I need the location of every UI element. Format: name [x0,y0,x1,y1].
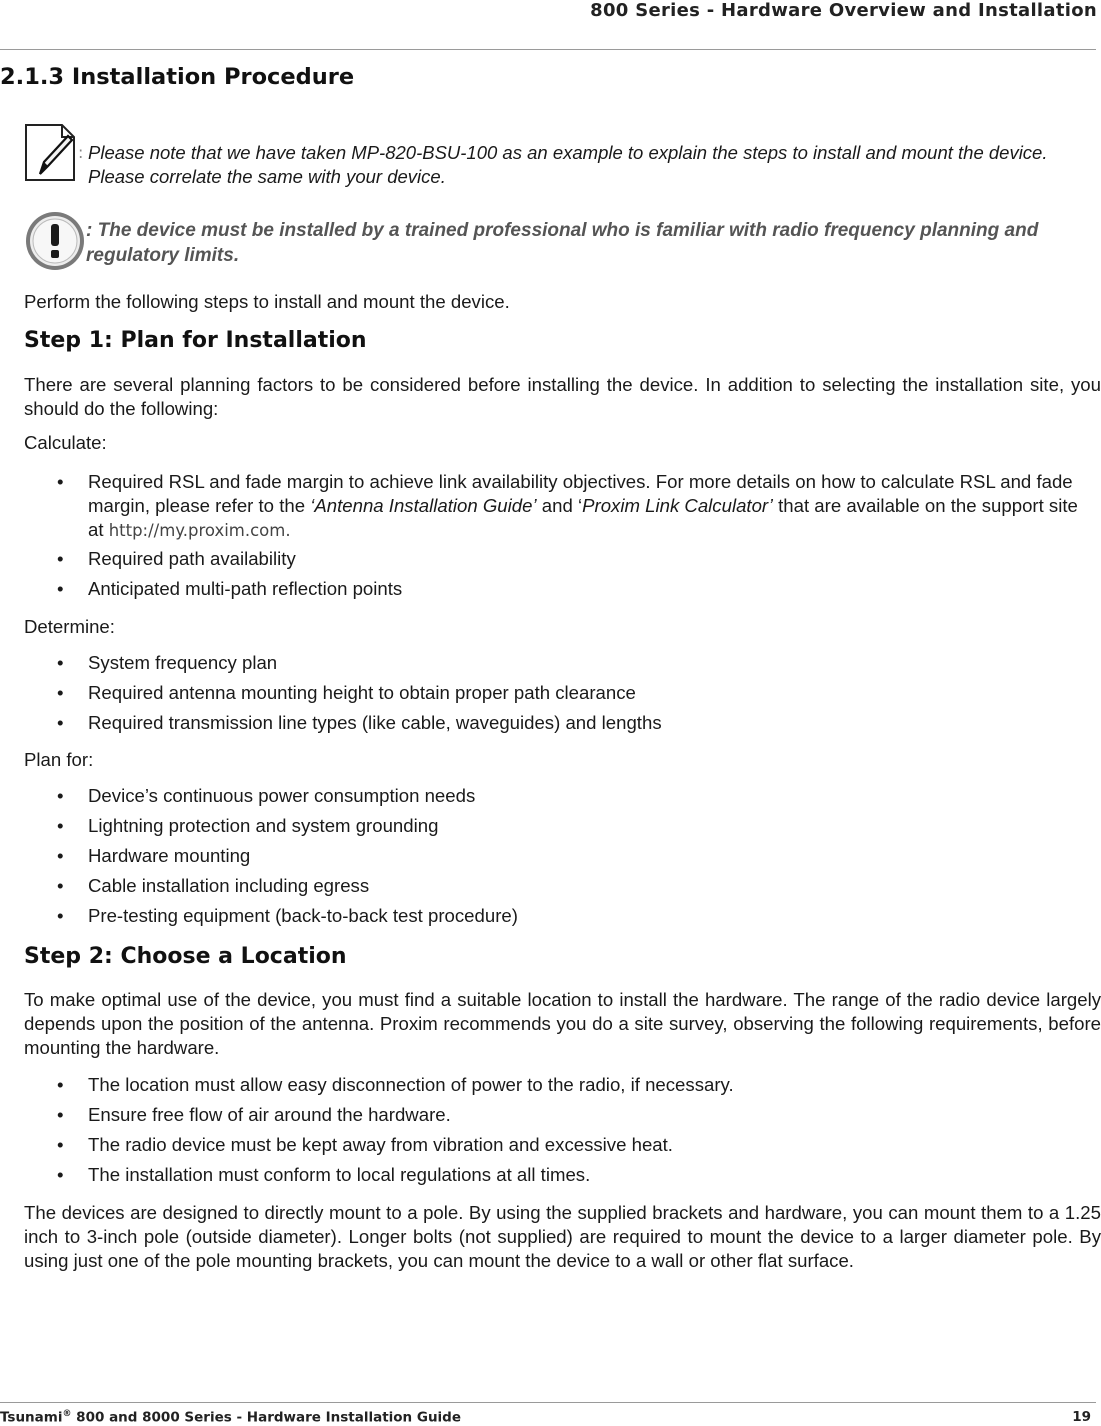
list-item: • The radio device must be kept away from vibration and excessive heat. [57,1134,673,1155]
location-requirements-list [0,1073,1101,1187]
determine-label: Determine: [24,616,115,637]
plan-label: Plan for: [24,749,94,770]
list-item: • Required path availability [57,548,296,569]
list-item: • Lightning protection and system grounding [57,815,439,836]
list-item: • Required transmission line types (like cable, waveguides) and lengths [57,712,662,733]
list-item: • Pre-testing equipment (back-to-back test procedure) [57,905,518,926]
footer-title: Tsunami® 800 and 8000 Series - Hardware Installation Guide [0,1409,462,1426]
page-number: 19 [1072,1409,1091,1425]
list-item: • Device’s continuous power consumption needs [57,785,476,806]
list-item: • System frequency plan [57,652,278,673]
warning-icon [24,210,86,272]
running-header: 800 Series - Hardware Overview and Installation [590,0,1097,21]
calculate-list-continued [0,547,1101,601]
list-item: • Required RSL and fade margin to achieve link availability objectives. For more details on how to calculate RSL and fade margin, please refer to the ‘Antenna Installation Guide’ and ‘Proxim Link Calculator’ that are available on the support site at http://my.proxim.com. [57,471,1078,540]
list-item: • The installation must conform to local regulations at all times. [57,1164,591,1185]
step2-paragraph: To make optimal use of the device, you must find a suitable location to install the hardware. The range of the radio device largely depends upon the position of the antenna. Proxim recommends you do a site survey, observing the following requirements, before mounting the hardware. [24,989,1101,1058]
support-site-link[interactable]: http://my.proxim.com [108,521,286,540]
pencil-icon [24,122,76,182]
step1-paragraph: There are several planning factors to be considered before installing the device. In addition to selecting the installation site, you should do the following: [24,374,1101,419]
list-item: • The location must allow easy disconnection of power to the radio, if necessary. [57,1074,734,1095]
calculate-label: Calculate: [24,432,107,453]
warning-callout [24,206,1100,276]
list-item: • Required antenna mounting height to obtain proper path clearance [57,682,636,703]
warning-text: : The device must be installed by a trained professional who is familiar with radio frequency planning and regulatory limits. [86,220,1039,266]
list-item: • Cable installation including egress [57,875,370,896]
calculate-list [0,470,1101,543]
header-divider [0,49,1096,50]
note-text: Please note that we have taken MP-820-BSU-100 as an example to explain the steps to install and mount the device. Please correlate the same with your device. [88,142,1048,187]
footer-divider [0,1402,1096,1403]
list-item: • Anticipated multi-path reflection points [57,578,403,599]
note-colon: : [78,143,84,162]
determine-list [0,651,1101,735]
step1-heading: Step 1: Plan for Installation [24,328,367,353]
intro-paragraph: Perform the following steps to install and mount the device. [24,291,510,312]
step2-heading: Step 2: Choose a Location [24,944,347,969]
list-item: • Hardware mounting [57,845,251,866]
list-item: • Ensure free flow of air around the hardware. [57,1104,451,1125]
note-callout [24,122,1100,186]
mounting-paragraph: The devices are designed to directly mount to a pole. By using the supplied brackets and hardware, you can mount them to a 1.25 inch to 3-inch pole (outside diameter). Longer bolts (not supplied) are required to mount the device to a larger diameter pole. By using just one of the pole mounting brackets, you can mount the device to a wall or other flat surface. [24,1202,1101,1271]
section-title: 2.1.3 Installation Procedure [0,64,355,90]
plan-list [0,784,1101,928]
